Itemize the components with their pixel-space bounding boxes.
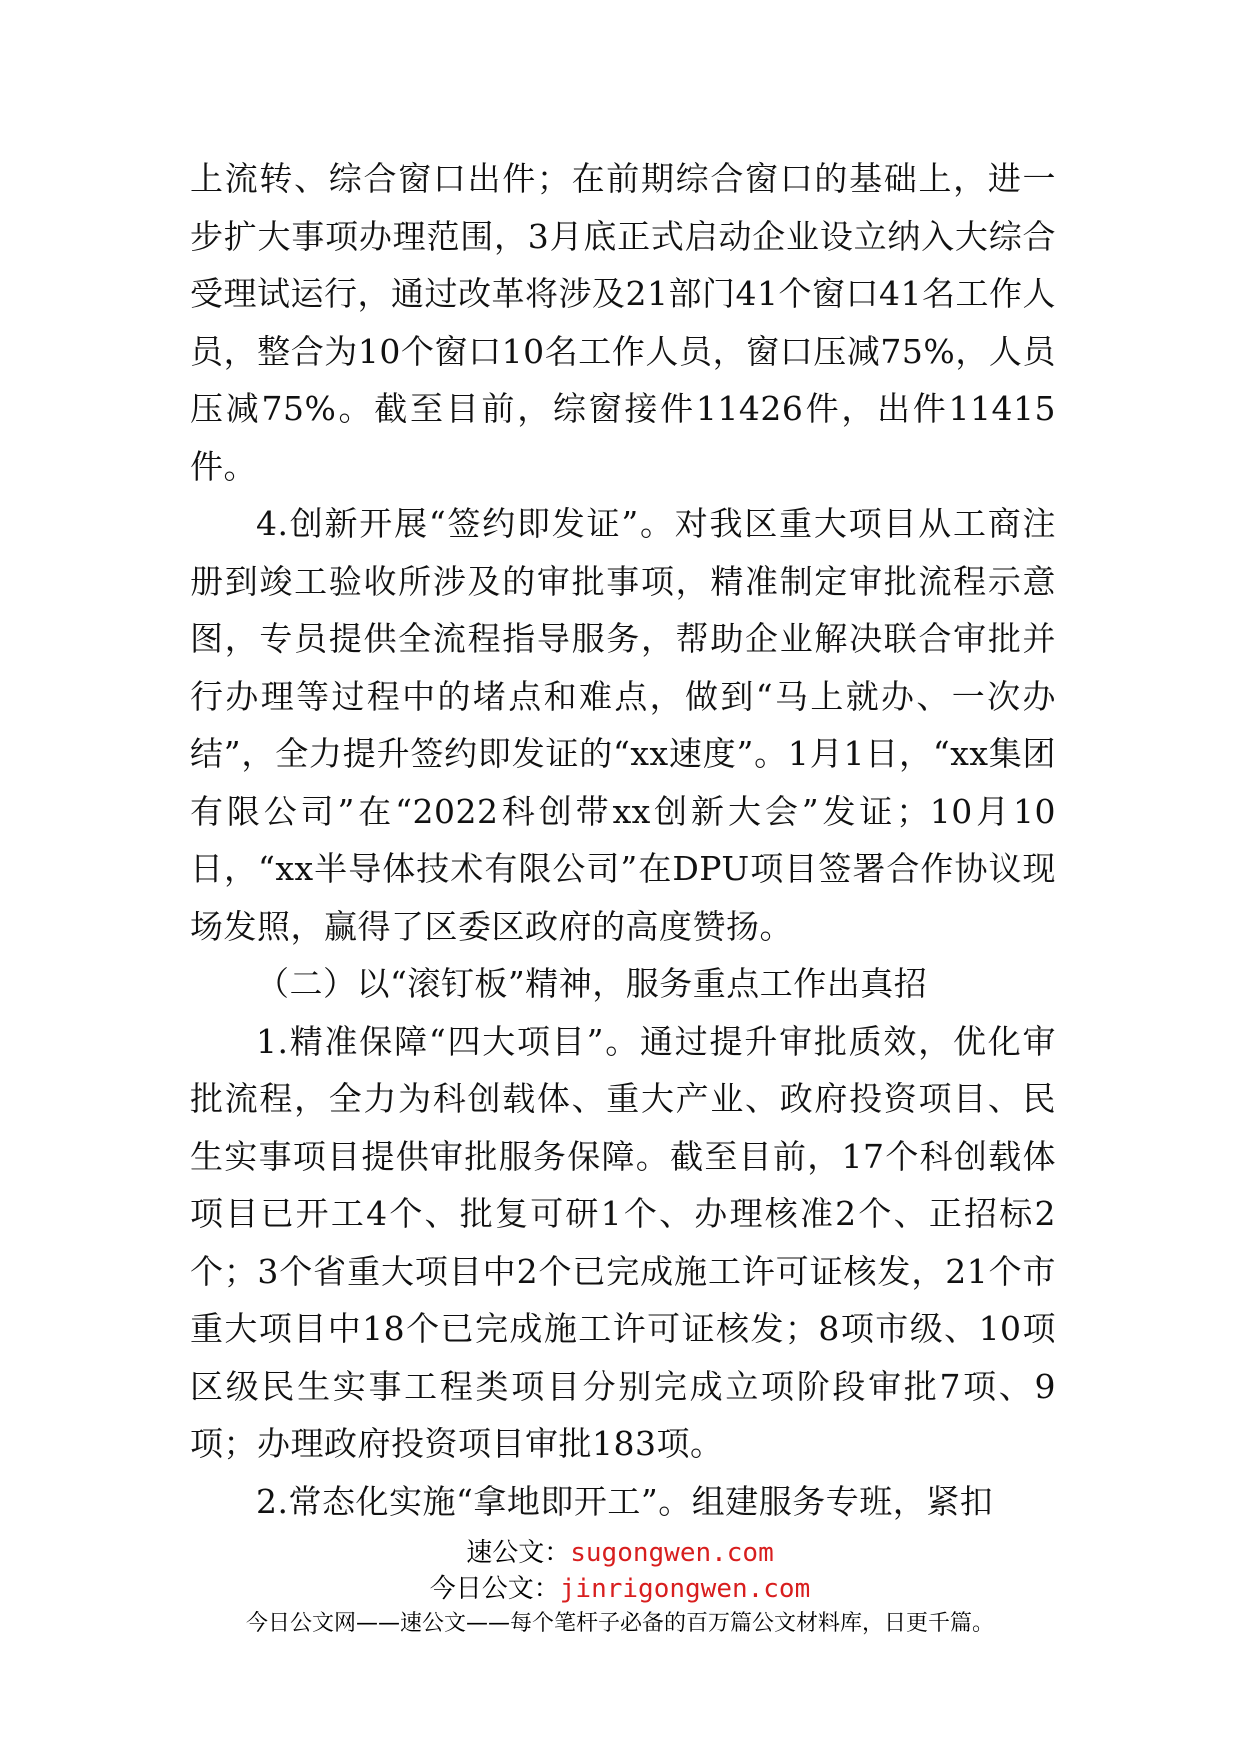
footer-link-sugongwen[interactable]: sugongwen.com [570, 1538, 774, 1568]
footer-line-1 [0, 1535, 1240, 1571]
footer-label-2: 今日公文： [429, 1574, 560, 1604]
footer-line-2 [0, 1571, 1240, 1607]
paragraph-land-to-start: 2.常态化实施“拿地即开工”。组建服务专班，紧扣 [256, 1481, 994, 1521]
footer-link-jinrigongwen[interactable]: jinrigongwen.com [559, 1574, 811, 1604]
document-body [190, 150, 1056, 1530]
footer-label-1: 速公文： [466, 1538, 571, 1568]
section-heading-2: （二）以“滚钉板”精神，服务重点工作出真招 [256, 964, 928, 1003]
page-footer [0, 1535, 1240, 1641]
paragraph-four-projects: 1.精准保障“四大项目”。通过提升审批质效，优化审批流程，全力为科创载体、重大产业、政府投资项目、民生实事项目提供审批服务保障。截至目前，17个科创载体项目已开工4个、批复可研1个、办理核准2个、正招标2个；3个省重大项目中2个已完成施工许可证核发，21个市重大项目中18个已完成施工许可证核发；8项市级、10项区级民生实事工程类项目分别完成立项阶段审批7项、9项；办理政府投资项目审批183项。 [190, 1021, 1056, 1463]
paragraph-continuation: 上流转、综合窗口出件；在前期综合窗口的基础上，进一步扩大事项办理范围，3月底正式启动企业设立纳入大综合受理试运行，通过改革将涉及21部门41个窗口41名工作人员，整合为10个窗口10名工作人员，窗口压减75%，人员压减75%。截至目前，综窗接件11426件，出件11415件。 [190, 159, 1056, 486]
footer-tagline: 今日公文网——速公文——每个笔杆子必备的百万篇公文材料库，日更千篇。 [245, 1611, 994, 1636]
paragraph-sign-and-issue: 4.创新开展“签约即发证”。对我区重大项目从工商注册到竣工验收所涉及的审批事项，精准制定审批流程示意图，专员提供全流程指导服务，帮助企业解决联合审批并行办理等过程中的堵点和难点，做到“马上就办、一次办结”，全力提升签约即发证的“xx速度”。1月1日，“xx集团有限公司”在“2022科创带xx创新大会”发证；10月10日，“xx半导体技术有限公司”在DPU项目签署合作协议现场发照，赢得了区委区政府的高度赞扬。 [190, 504, 1056, 946]
